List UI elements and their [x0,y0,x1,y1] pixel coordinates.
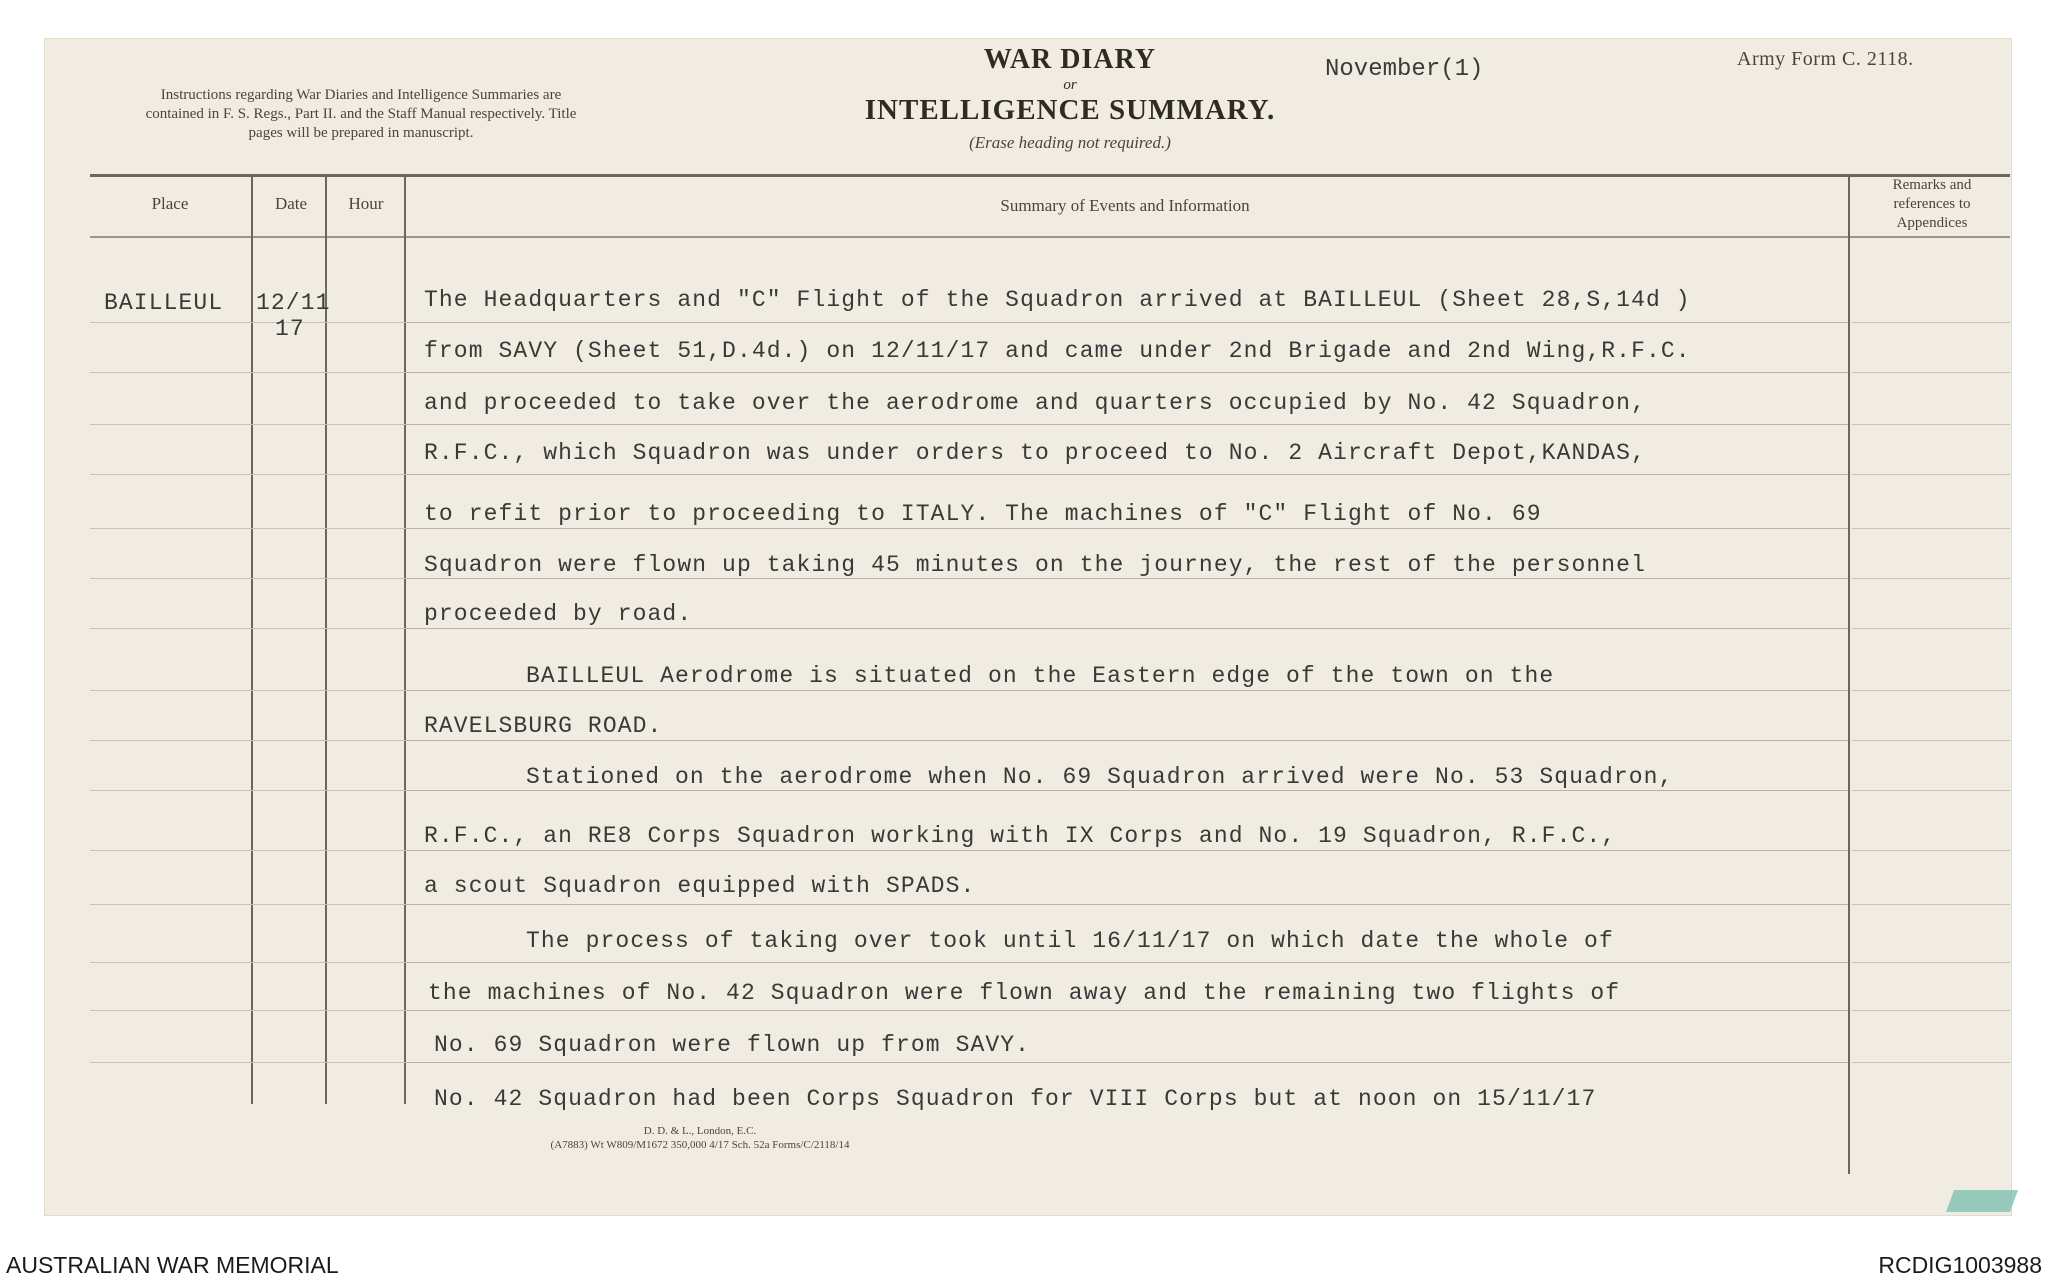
army-form-number: Army Form C. 2118. [1737,48,1914,70]
summary-line: R.F.C., which Squadron was under orders to proceed to No. 2 Aircraft Depot,KANDAS, [424,440,1646,466]
ruled-line [406,1010,1848,1011]
summary-line: a scout Squadron equipped with SPADS. [424,873,976,899]
summary-line: RAVELSBURG ROAD. [424,713,663,739]
ruled-line [1852,790,2010,791]
instructions-note: Instructions regarding War Diaries and Intelligence Summaries are contained in F. S. Regs., Part II. and the Staff Manual respectively. Title pages will be prepared in manuscript. [145,87,577,141]
ruled-line [406,474,1848,475]
entry-year: 17 [275,316,305,342]
column-header-date: Date [274,194,308,213]
ruled-line [90,904,406,905]
archive-name: AUSTRALIAN WAR MEMORIAL [6,1252,339,1278]
title-war-diary: WAR DIARY [983,44,1157,75]
ruled-line [90,474,406,475]
ruled-line [406,740,1848,741]
ruled-line [1852,322,2010,323]
ruled-line [406,578,1848,579]
month-label: November(1) [1325,56,1484,83]
ruled-line [90,690,406,691]
ruled-line [1852,628,2010,629]
ruled-line [406,962,1848,963]
ruled-line [90,372,406,373]
sheet-edge-mark [1946,1190,2018,1212]
ruled-line [1852,424,2010,425]
ruled-line [1852,474,2010,475]
column-header-remarks: Remarks and references to Appendices [1892,177,1972,231]
summary-line: and proceeded to take over the aerodrome and quarters occupied by No. 42 Squadron, [424,390,1646,416]
ruled-line [1852,578,2010,579]
ruled-line [406,424,1848,425]
summary-line: Squadron were flown up taking 45 minutes on the journey, the rest of the personnel [424,552,1646,578]
printer-imprint [470,1124,930,1152]
ruled-line [90,322,406,323]
ruled-line [406,628,1848,629]
summary-line: No. 69 Squadron were flown up from SAVY. [434,1032,1031,1058]
ruled-line [406,1062,1848,1063]
summary-line: proceeded by road. [424,601,693,627]
ruled-line [406,372,1848,373]
ruled-line [90,628,406,629]
summary-line: BAILLEUL Aerodrome is situated on the Eastern edge of the town on the [526,663,1555,689]
summary-line: the machines of No. 42 Squadron were flown away and the remaining two flights of [428,980,1621,1006]
ruled-line [90,578,406,579]
summary-line: to refit prior to proceeding to ITALY. The machines of "C" Flight of No. 69 [424,501,1542,527]
summary-line: Stationed on the aerodrome when No. 69 Squadron arrived were No. 53 Squadron, [526,764,1674,790]
ruled-line [1852,1010,2010,1011]
ruled-line [90,790,406,791]
ruled-line [1852,962,2010,963]
ruled-line [90,1062,406,1063]
ruled-line [1852,372,2010,373]
summary-line: The process of taking over took until 16/11/17 on which date the whole of [526,928,1614,954]
ruled-line [1852,850,2010,851]
ruled-line [406,850,1848,851]
ruled-line [1852,740,2010,741]
summary-line: from SAVY (Sheet 51,D.4d.) on 12/11/17 and came under 2nd Brigade and 2nd Wing,R.F.C. [424,338,1691,364]
ruled-line [90,1010,406,1011]
summary-line: No. 42 Squadron had been Corps Squadron for VIII Corps but at noon on 15/11/17 [434,1086,1597,1112]
ruled-line [90,740,406,741]
entry-place: BAILLEUL [104,290,224,316]
title-or: or [1063,77,1077,93]
erase-heading-note: (Erase heading not required.) [969,133,1171,152]
header-rule-top [90,174,2010,177]
ruled-line [90,850,406,851]
summary-line: The Headquarters and "C" Flight of the Squadron arrived at BAILLEUL (Sheet 28,S,14d ) [424,287,1691,313]
ruled-line [406,790,1848,791]
column-header-hour: Hour [348,194,384,213]
ruled-line [406,322,1848,323]
ruled-line [406,690,1848,691]
archive-reference: RCDIG1003988 [1878,1252,2042,1278]
form-title [800,44,1340,153]
ruled-line [1852,1062,2010,1063]
column-header-summary: Summary of Events and Information [1000,196,1250,215]
ruled-line [1852,528,2010,529]
divider-place-date [251,174,253,1104]
printer-imprint-line: (A7883) Wt W809/M1672 350,000 4/17 Sch. 52a Forms/C/2118/14 [550,1139,850,1151]
column-header-place: Place [151,194,189,213]
ruled-line [406,904,1848,905]
divider-summary-remarks [1848,174,1850,1174]
header-rule-bottom [90,236,2010,238]
printer-imprint-line: D. D. & L., London, E.C. [643,1125,757,1137]
ruled-line [90,962,406,963]
summary-line: R.F.C., an RE8 Corps Squadron working with IX Corps and No. 19 Squadron, R.F.C., [424,823,1617,849]
ruled-line [90,424,406,425]
ruled-line [1852,904,2010,905]
entry-date: 12/11 [256,290,331,316]
ruled-line [90,528,406,529]
ruled-line [1852,690,2010,691]
ruled-line [406,528,1848,529]
divider-hour-summary [404,174,406,1104]
title-intelligence-summary: INTELLIGENCE SUMMARY. [864,94,1276,126]
